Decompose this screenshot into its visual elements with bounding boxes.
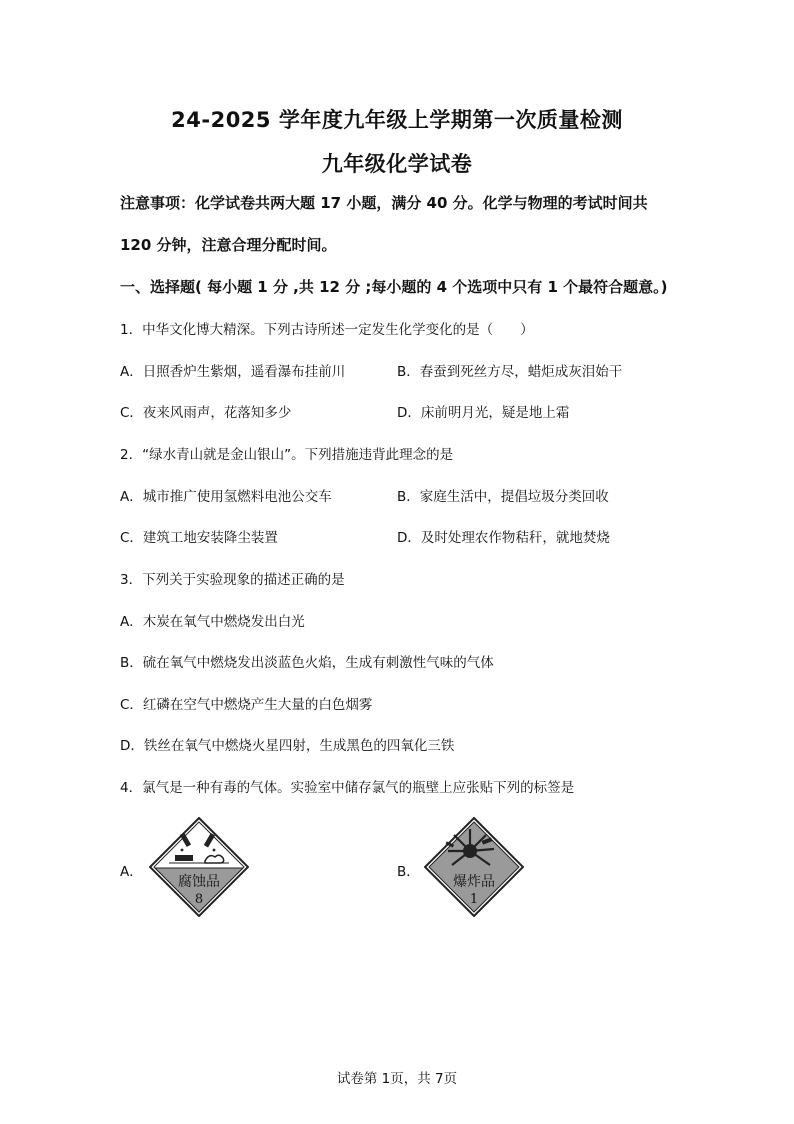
question-1-option-a: A．日照香炉生紫烟，遥看瀑布挂前川: [120, 364, 346, 380]
question-2-stem: 2．“绿水青山就是金山银山”。下列措施违背此理念的是: [120, 447, 454, 463]
question-3-option-a: A．木炭在氧气中燃烧发出白光: [120, 614, 305, 630]
notice-line-1: 注意事项：化学试卷共两大题 17 小题，满分 40 分。化学与物理的考试时间共: [120, 194, 648, 212]
corrosive-sign: [149, 817, 249, 917]
question-3-option-c: C．红磷在空气中燃烧产生大量的白色烟雾: [120, 697, 373, 713]
exam-subtitle: 九年级化学试卷: [321, 152, 473, 176]
question-1-option-d: D．床前明月光，疑是地上霜: [397, 405, 570, 421]
question-2-option-a: A．城市推广使用氢燃料电池公交车: [120, 489, 332, 505]
question-4-option-a: A．: [120, 864, 143, 880]
question-3-option-b: B．硫在氧气中燃烧发出淡蓝色火焰，生成有刺激性气味的气体: [120, 655, 494, 671]
notice-line-2: 120 分钟，注意合理分配时间。: [120, 236, 337, 254]
question-3-option-d: D．铁丝在氧气中燃烧火星四射，生成黑色的四氧化三铁: [120, 738, 455, 754]
question-1-option-c: C．夜来风雨声，花落知多少: [120, 405, 292, 421]
explosive-sign-number: 1: [469, 892, 479, 907]
question-2-option-c: C．建筑工地安装降尘装置: [120, 530, 278, 546]
corrosive-sign-label: 腐蚀品: [178, 874, 220, 890]
question-2-option-d: D．及时处理农作物秸秆，就地焚烧: [397, 530, 610, 546]
question-4-option-b: B．: [397, 864, 420, 880]
question-3-stem: 3．下列关于实验现象的描述正确的是: [120, 572, 345, 588]
exam-title: 24-2025 学年度九年级上学期第一次质量检测: [171, 108, 623, 132]
question-1-stem: 1．中华文化博大精深。下列古诗所述一定发生化学变化的是（ ）: [120, 322, 534, 338]
page-footer: 试卷第 1页，共 7页: [336, 1071, 458, 1087]
question-1-option-b: B．春蚕到死丝方尽，蜡炬成灰泪始干: [397, 364, 623, 380]
question-4-stem: 4．氯气是一种有毒的气体。实验室中储存氯气的瓶壁上应张贴下列的标签是: [120, 780, 575, 796]
explosive-sign: [424, 817, 524, 917]
section-heading: 一、选择题( 每小题 1 分 ,共 12 分 ;每小题的 4 个选项中只有 1 个最符合题意。): [120, 278, 668, 296]
corrosive-sign-number: 8: [194, 892, 204, 907]
explosive-sign-label: 爆炸品: [453, 874, 495, 890]
question-2-option-b: B．家庭生活中，提倡垃圾分类回收: [397, 489, 609, 505]
